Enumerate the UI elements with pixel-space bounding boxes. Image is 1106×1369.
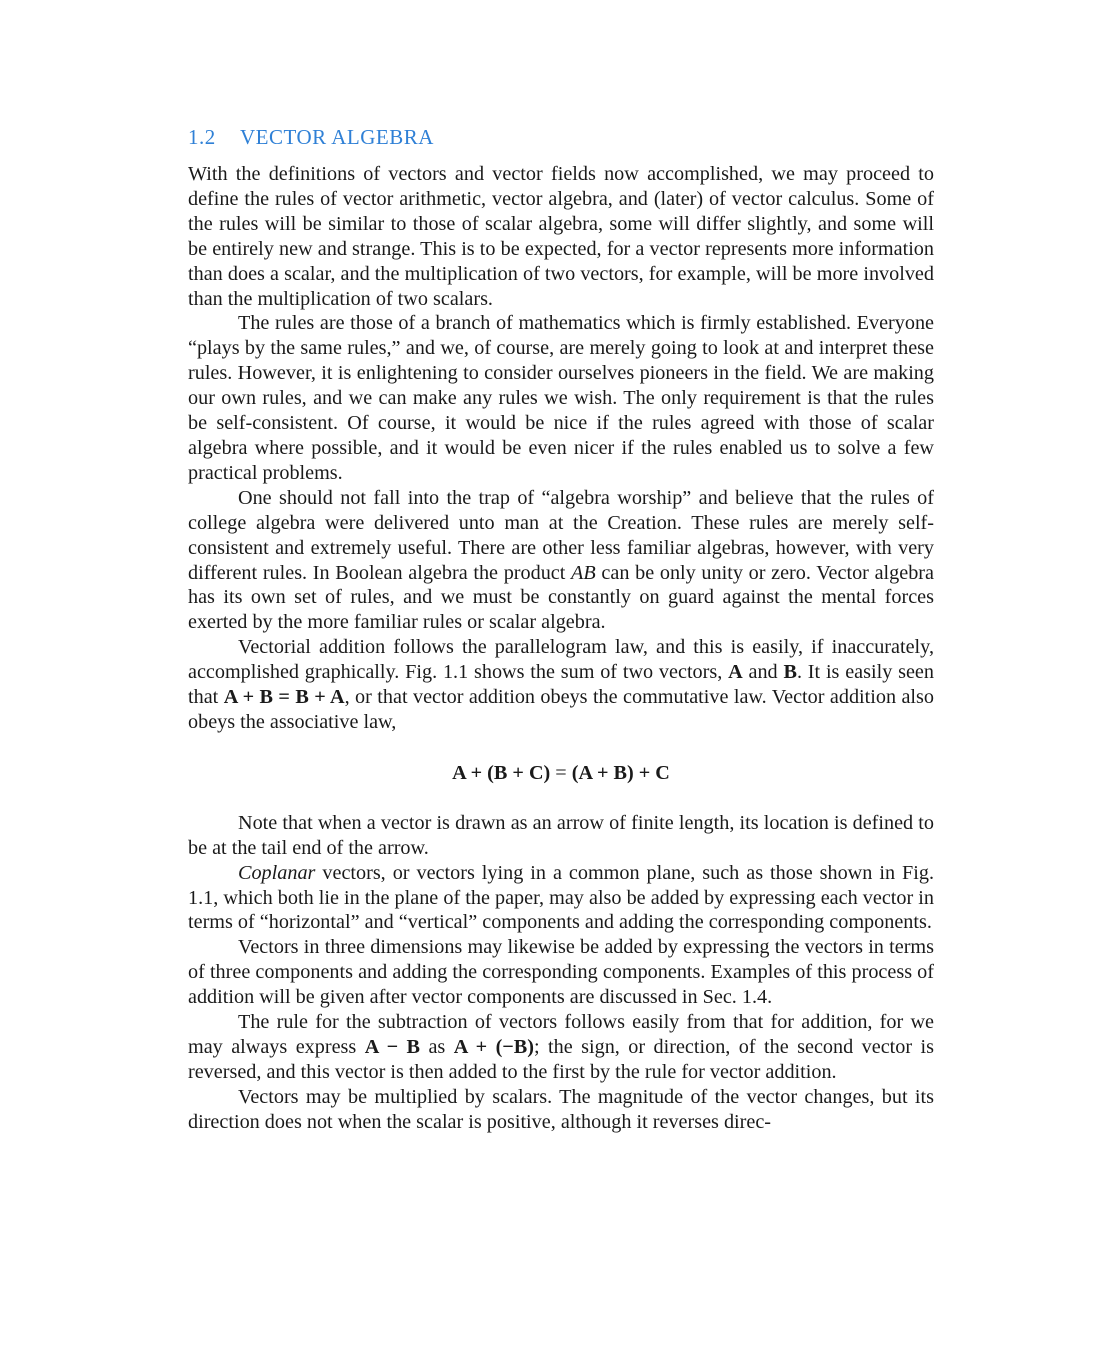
paragraph-6-text: vectors, or vectors lying in a common plane, such as those shown in Fig. 1.1, which both lie in the plane of the paper, may also be added by expressing each vector in terms of “horizontal” and “vertical” components and adding the corresponding components.: [188, 861, 934, 934]
paragraph-3-text-b: can be only unity or zero. Vector algebra has its own set of rules, and we must be constantly on guard against the mental forces exerted by the more familiar rules or scalar algebra.: [188, 561, 934, 634]
paragraph-2: The rules are those of a branch of mathematics which is firmly established. Everyone “plays by the same rules,” and we, of course, are merely going to look at and interpret these rules. However, it is enlightening to consider ourselves pioneers in the field. We are making our own rules, and we can make any rules we wish. The only requirement is that the rules be self-consistent. Of course, it would be nice if the rules agreed with those of scalar algebra where possible, and it would be even nicer if the rules enabled us to solve a few practical problems.: [188, 312, 934, 484]
commutative-law: A + B = B + A: [223, 686, 345, 709]
paragraph-3-text-a: One should not fall into the trap of “algebra worship” and believe that the rules of college algebra were delivered unto man at the Creation. These rules are merely self-consistent and extremely useful. There are other less familiar algebras, however, with very different rules. In Boolean algebra the product: [188, 486, 934, 584]
math-A-minus-B: A − B: [364, 1036, 421, 1058]
math-AB: AB: [571, 561, 596, 584]
paragraph-4-text-b: and: [742, 661, 784, 684]
math-A-plus-neg-B: A + (−B): [453, 1036, 534, 1058]
paragraph-4: [188, 635, 934, 735]
vector-A: A: [728, 661, 743, 684]
paragraph-4-text-d: , or that vector addition obeys the commutative law. Vector addition also obeys the associative law,: [188, 686, 934, 733]
coplanar-term: Coplanar: [238, 861, 316, 884]
paragraph-6: [188, 861, 934, 936]
equation-rhs: (A + B) + C: [571, 761, 670, 784]
section-number: 1.2: [188, 125, 216, 149]
paragraph-8-text-b: as: [420, 1036, 454, 1058]
vector-B: B: [783, 661, 797, 684]
associative-law-equation: [188, 761, 934, 785]
paragraph-9: Vectors may be multiplied by scalars. The magnitude of the vector changes, but its direction does not when the scalar is positive, although it reverses direc-: [188, 1085, 934, 1133]
paragraph-5: Note that when a vector is drawn as an arrow of finite length, its location is defined to be at the tail end of the arrow.: [188, 811, 934, 859]
section-heading: [188, 122, 934, 152]
paragraph-4-text-c: . It is easily seen that: [188, 661, 934, 709]
paragraph-7: Vectors in three dimensions may likewise be added by expressing the vectors in terms of three components and adding the corresponding components. Examples of this process of addition will be given after vector components are discussed in Sec. 1.4.: [188, 936, 934, 1009]
paragraph-1: With the definitions of vectors and vector fields now accomplished, we may proceed to define the rules of vector arithmetic, vector algebra, and (later) of vector calculus. Some of the rules will be similar to those of scalar algebra, some will differ slightly, and some will be entirely new and strange. This is to be expected, for a vector represents more information than does a scalar, and the multiplication of two vectors, for example, will be more involved than the multiplication of two scalars.: [188, 163, 934, 310]
paragraph-8-text-a: The rule for the subtraction of vectors follows easily from that for addition, for we may always express: [188, 1011, 934, 1058]
page-content: [188, 122, 934, 1135]
paragraph-8: [188, 1010, 934, 1085]
equation-equals: =: [555, 761, 567, 784]
paragraph-4-text-a: Vectorial addition follows the parallelogram law, and this is easily, if inaccurately, accomplished graphically. Fig. 1.1 shows the sum of two vectors,: [188, 636, 934, 684]
equation-lhs: A + (B + C): [452, 761, 551, 784]
section-title: VECTOR ALGEBRA: [240, 125, 434, 149]
paragraph-8-text-c: ; the sign, or direction, of the second vector is reversed, and this vector is then added to the first by the rule for vector addition.: [188, 1036, 934, 1083]
paragraph-3: [188, 486, 934, 635]
